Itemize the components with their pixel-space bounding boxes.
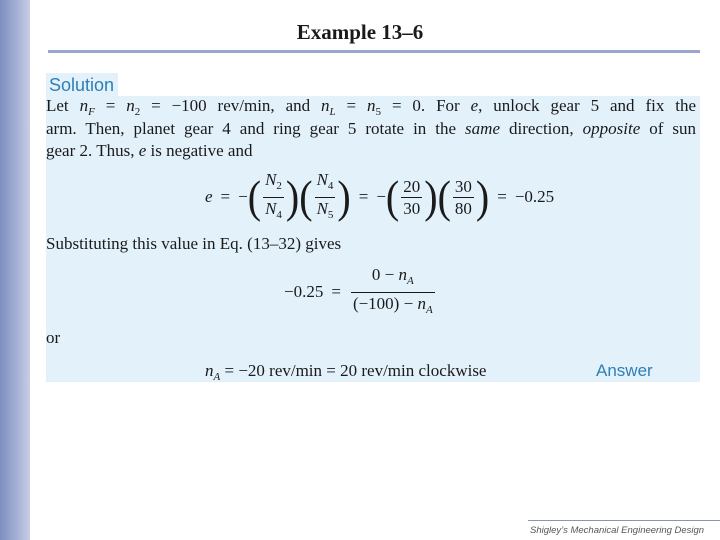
numerator: 30 xyxy=(454,176,472,196)
eq-result: −0.25 xyxy=(514,187,555,206)
var-N: N xyxy=(265,198,277,218)
text-same: same xyxy=(465,119,500,138)
fraction-substitution xyxy=(351,264,435,321)
subscript: A xyxy=(213,371,221,383)
left-paren: ( xyxy=(437,170,451,223)
subscript: 4 xyxy=(276,208,282,221)
var-e: e xyxy=(470,96,479,115)
var-n: n xyxy=(367,96,376,115)
equation-e xyxy=(205,170,554,224)
text-equals: = xyxy=(335,96,368,115)
footer-divider xyxy=(528,520,720,521)
paragraph-line-3 xyxy=(46,141,252,161)
text-a: arm. Then, planet gear 4 and ring gear 5 rotate in the xyxy=(46,119,466,138)
right-paren: ) xyxy=(285,170,300,223)
var-n: n xyxy=(79,96,89,115)
text-let: Let xyxy=(46,96,80,115)
fraction-30-80 xyxy=(453,176,474,219)
text-b: is negative and xyxy=(146,141,253,160)
var-n: n xyxy=(417,293,426,313)
var-N: N xyxy=(265,169,277,189)
subscript: A xyxy=(406,274,414,287)
right-paren: ) xyxy=(424,170,438,223)
eq-minus: − xyxy=(238,187,248,206)
right-paren: ) xyxy=(475,170,490,223)
fraction-20-30 xyxy=(401,176,422,219)
text-tail: , unlock gear 5 and fix the xyxy=(478,96,696,115)
var-e: e xyxy=(138,141,147,160)
eq-equals: = xyxy=(331,282,341,301)
fraction-n2-n4 xyxy=(263,169,284,226)
answer-label: Answer xyxy=(596,361,653,380)
text-c: of sun xyxy=(640,119,697,138)
numerator-text: 0 − xyxy=(371,264,399,284)
var-n: n xyxy=(126,96,135,115)
var-n: n xyxy=(321,96,330,115)
eq-equals: = xyxy=(497,187,507,206)
var-N: N xyxy=(316,169,328,189)
eq-equals: = xyxy=(220,187,231,206)
text-tail: = 0. For xyxy=(381,96,471,115)
fraction-n4-n5 xyxy=(315,169,336,226)
subscript: 5 xyxy=(327,208,334,221)
subscript: 5 xyxy=(375,106,382,118)
left-paren: ( xyxy=(247,170,262,223)
denominator-text: (−100) − xyxy=(352,293,418,313)
eq-lhs: −0.25 xyxy=(284,282,324,301)
equation-substitution xyxy=(284,264,437,316)
final-rest: = −20 rev/min = 20 rev/min clockwise xyxy=(220,361,487,380)
footer-credit: Shigley’s Mechanical Engineering Design xyxy=(530,525,705,536)
eq-equals: = xyxy=(358,187,369,206)
text-b: direction, xyxy=(500,119,583,138)
subscript: 4 xyxy=(327,179,334,192)
substituting-text: Substituting this value in Eq. (13–32) gives xyxy=(46,234,342,253)
var-n: n xyxy=(205,361,214,380)
numerator: 20 xyxy=(403,176,421,196)
subscript: A xyxy=(425,303,433,316)
subscript: 2 xyxy=(276,179,282,192)
subscript: L xyxy=(329,106,336,118)
subscript: 2 xyxy=(134,106,141,118)
var-n: n xyxy=(398,264,407,284)
or-text: or xyxy=(46,328,61,347)
denominator: 80 xyxy=(454,198,472,218)
left-decorative-bar xyxy=(0,0,30,540)
text-a: gear 2. Thus, xyxy=(46,141,139,160)
title-divider xyxy=(48,50,700,53)
text-opposite: opposite xyxy=(582,119,641,138)
eq-minus: − xyxy=(376,187,386,206)
denominator: 30 xyxy=(403,198,421,218)
text-equals: = xyxy=(94,96,127,115)
right-paren: ) xyxy=(337,170,351,223)
var-N: N xyxy=(316,198,328,218)
eq-lhs: e xyxy=(205,187,213,206)
subscript: F xyxy=(88,106,95,118)
text-mid: = −100 rev/min, and xyxy=(140,96,322,115)
final-result xyxy=(205,361,486,387)
left-paren: ( xyxy=(385,170,400,223)
slide-title: Example 13–6 xyxy=(296,20,424,44)
paragraph-line-2 xyxy=(46,119,696,139)
solution-label: Solution xyxy=(46,73,118,97)
left-paren: ( xyxy=(299,170,313,223)
